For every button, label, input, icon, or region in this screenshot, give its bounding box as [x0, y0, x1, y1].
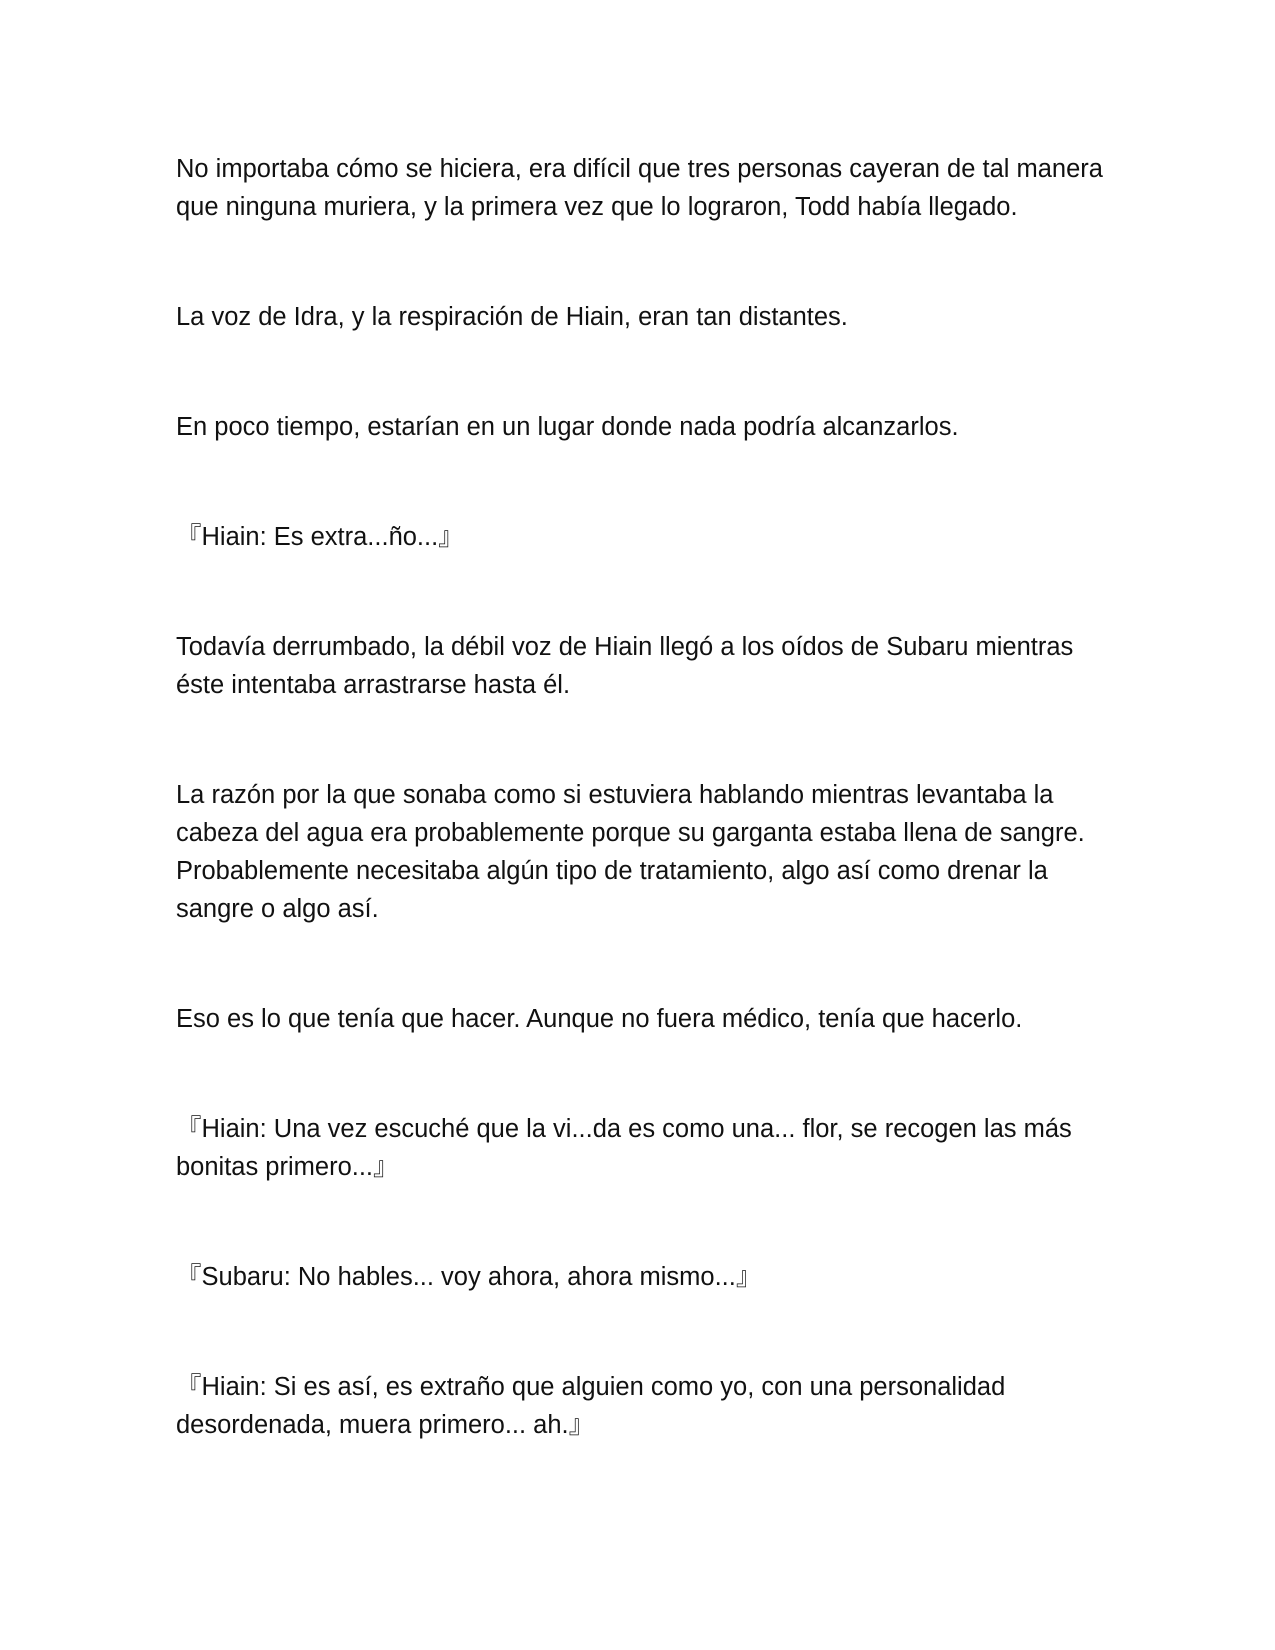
document-body — [176, 150, 1116, 1444]
paragraph: En poco tiempo, estarían en un lugar donde nada podría alcanzarlos. — [176, 413, 959, 441]
paragraph: No importaba cómo se hiciera, era difícil que tres personas cayeran de tal manera que ninguna muriera, y la primera vez que lo lograron, Todd había llegado. — [176, 155, 1103, 221]
dialogue-line: 『Hiain: Es extra...ño...』 — [176, 523, 464, 551]
paragraph-gap — [176, 704, 1116, 776]
paragraph-gap — [176, 556, 1116, 628]
dialogue-line: 『Subaru: No hables... voy ahora, ahora mismo...』 — [176, 1263, 762, 1291]
paragraph-gap — [176, 1038, 1116, 1110]
paragraph: Eso es lo que tenía que hacer. Aunque no fuera médico, tenía que hacerlo. — [176, 1005, 1023, 1033]
paragraph-gap — [176, 928, 1116, 1000]
paragraph-gap — [176, 1186, 1116, 1258]
paragraph: La razón por la que sonaba como si estuviera hablando mientras levantaba la cabeza del agua era probablemente porque su garganta estaba llena de sangre. Probablemente necesitaba algún tipo de tratamiento, algo así como drenar la sangre o algo así. — [176, 781, 1085, 923]
paragraph: Todavía derrumbado, la débil voz de Hiain llegó a los oídos de Subaru mientras éste intentaba arrastrarse hasta él. — [176, 633, 1074, 699]
paragraph-gap — [176, 336, 1116, 408]
dialogue-line: 『Hiain: Una vez escuché que la vi...da es como una... flor, se recogen las más bonitas primero...』 — [176, 1115, 1072, 1181]
paragraph-gap — [176, 1296, 1116, 1368]
paragraph-gap — [176, 226, 1116, 298]
paragraph-gap — [176, 446, 1116, 518]
dialogue-line: 『Hiain: Si es así, es extraño que alguien como yo, con una personalidad desordenada, muera primero... ah.』 — [176, 1373, 1006, 1439]
paragraph: La voz de Idra, y la respiración de Hiain, eran tan distantes. — [176, 303, 848, 331]
